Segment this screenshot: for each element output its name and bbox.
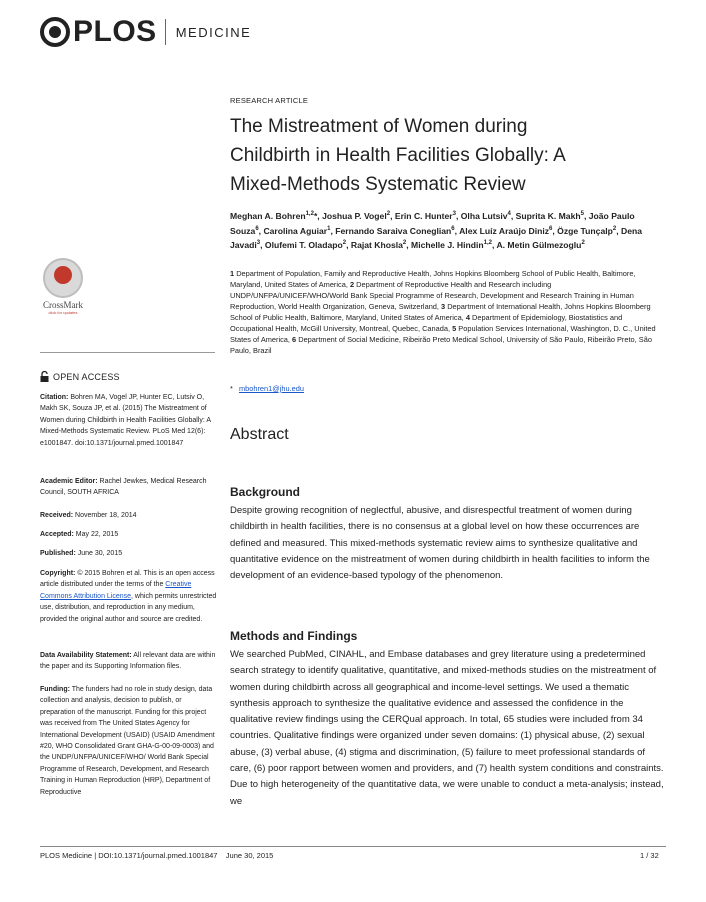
background-paragraph: Despite growing recognition of neglectful, abusive, and disrespectful treatment of women during childbirth in health facilities, there is no consensus at a global level on how these occurrences are defined and measured. This mixed-methods systematic review aims to synthesize qualitative and quantitative evidence on the mistreatment of women during childbirth in health facilities to inform the development of an evidence-based typology of the phenomenon. (230, 505, 650, 582)
plos-logo (40, 14, 251, 50)
email-link[interactable]: mbohren1@jhu.edu (238, 384, 304, 393)
author-affiliation-sup: 1 (327, 225, 331, 232)
article-type: RESEARCH ARTICLE (230, 96, 309, 105)
citation-block (40, 392, 218, 449)
affiliation-text: Department of Reproductive Health and Research including UNDP/UNFPA/UNICEF/WHO/World Bank Special Programme of Research, Development and Research Training in Human Reproduction, World Health Organization, Geneva, Switzerland, (230, 280, 634, 311)
author-affiliation-sup: 1,2 (305, 211, 314, 217)
corresponding-email (230, 384, 304, 393)
sidebar-divider (40, 352, 215, 353)
footer-divider (40, 846, 666, 847)
received-block (40, 510, 218, 521)
author-name: Rajat Khosla (350, 240, 403, 251)
title-line: The Mistreatment of Women during (230, 116, 528, 137)
plos-logo-icon (40, 17, 70, 47)
copyright-block (40, 568, 218, 625)
author-affiliation-sup: 2 (581, 240, 585, 247)
affiliation-list (230, 268, 662, 356)
article-title (230, 112, 650, 199)
author-name: Joshua P. Vogel (322, 210, 387, 221)
license-link[interactable]: Creative Commons Attribution License (40, 581, 192, 600)
author-affiliation-sup: 3 (452, 211, 456, 217)
affiliation-number: 4 (465, 313, 470, 322)
author-name: Meghan A. Bohren (230, 210, 306, 221)
accepted-date: May 22, 2015 (75, 531, 119, 538)
open-access-text: OPEN ACCESS (53, 371, 120, 382)
author-name: Carolina Aguiar (263, 225, 328, 236)
author-name: Olha Lutsiv (460, 210, 508, 221)
received-label: Received: (40, 512, 74, 519)
logo-text: PLOS (73, 15, 157, 48)
copyright-text-1: © 2015 Bohren et al. This is an open access article distributed under the terms of the (40, 570, 215, 589)
editor-text: Rachel Jewkes, Medical Research Council, SOUTH AFRICA (40, 478, 207, 497)
author-affiliation-sup: 2 (612, 225, 617, 232)
funding-label: Funding: (40, 686, 70, 693)
open-access-label (40, 371, 120, 382)
abstract-heading: Abstract (230, 426, 289, 443)
author-affiliation-sup: 2 (402, 240, 407, 247)
author-affiliation-sup: 2 (386, 211, 391, 217)
author-list: Meghan A. Bohren$^{1,2}$*, Joshua P. Vogel$^2$, Erin C. Hunter$^3$, Olha Lutsiv$^4$, Suprita K. Makh$^5$, João Paulo Souza$^6$, Carolina Aguiar$^1$, Fernando Saraiva Coneglian$^6$, Alex Luíz Araújo Diniz$^6$, Özge Tunçalp$^2$, Dena Javadi$^3$, Olufemi T. Oladapo$^2$, Rajat Khosla$^2$, Michelle J. Hindin$^{1,2}$, A. Metin Gülmezoglu$^2$ (230, 210, 643, 251)
affiliation-text: Department of Population, Family and Reproductive Health, Johns Hopkins Bloomberg School of Public Health, Baltimore, Maryland, United States of America, (230, 269, 636, 289)
affiliation-text: Department of International Health, Johns Hopkins Bloomberg School of Public Health, Baltimore, Maryland, United States of America, (230, 302, 651, 322)
author-affiliation-sup: 1,2 (483, 240, 492, 247)
logo-divider (165, 19, 166, 45)
author-name: Erin C. Hunter (394, 210, 453, 221)
accepted-label: Accepted: (40, 531, 74, 538)
methods-heading: Methods and Findings (230, 629, 358, 643)
published-label: Published: (40, 550, 76, 557)
author-affiliation-sup: 6 (451, 225, 455, 232)
affiliation-number: 2 (349, 280, 355, 289)
citation-label: Citation: (40, 394, 69, 401)
author-name: Michelle J. Hindin (411, 240, 484, 251)
crossmark-label: CrossMark (43, 300, 83, 310)
author-name: Olufemi T. Oladapo (264, 240, 343, 251)
funding-text: The funders had no role in study design, data collection and analysis, decision to publish, or preparation of the manuscript. Funding for this project was received from The United States Agency for International Development (USAID) (USAID Amendment #20, WHO Consolidated Grant GHA-G-00-09-0003) and the UNDP/UNFPA/UNICEF/WHO/ World Bank Special Programme of Research, Development, and Research Training in Human Reproduction (HRP), Department of Reproductive (40, 686, 215, 796)
copyright-text-2: , which permits unrestricted use, distribution, and reproduction in any medium, provided the original author and source are credited. (40, 592, 217, 623)
corresponding-marker: * (313, 210, 318, 221)
data-availability-label: Data Availability Statement: (40, 652, 132, 659)
data-availability-text: All relevant data are within the paper and its Supporting Information files. (40, 652, 216, 671)
methods-paragraph: We searched PubMed, CINAHL, and Embase databases and grey literature using a predetermined search strategy to identify qualitative, quantitative, and mixed-methods studies on the mistreatment of women during childbirth across all geographical and income-level settings. We used a thematic synthesis approach to synthesize the qualitative evidence and assessed the confidence in the qualitative review findings using the CERQual approach. In total, 65 studies were included from 34 countries. Qualitative findings were organized under seven domains: (1) physical abuse, (2) sexual abuse, (3) verbal abuse, (4) stigma and discrimination, (5) failure to meet professional standards of care, (6) poor rapport between women and providers, and (7) health system conditions and constraints. Due to high heterogeneity of the quantitative data, we were unable to conduct a meta-analysis; instead, we (230, 649, 664, 807)
received-date: November 18, 2014 (75, 512, 137, 519)
author-name: Dena Javadi (230, 225, 643, 251)
footer-citation: PLOS Medicine | DOI:10.1371/journal.pmed.1001847 June 30, 2015 (40, 851, 274, 860)
affiliation-number: 1 (230, 269, 235, 278)
email-marker: * (230, 384, 233, 393)
published-date: June 30, 2015 (77, 550, 123, 557)
author-name: A. Metin Gülmezoglu (496, 240, 582, 251)
author-affiliation-sup: 3 (256, 240, 261, 247)
author-affiliation-sup: 6 (255, 225, 259, 232)
published-block (40, 548, 218, 559)
open-lock-icon (40, 371, 49, 382)
author-name: João Paulo Souza (230, 210, 635, 236)
funding-block (40, 684, 218, 798)
author-name: Özge Tunçalp (557, 225, 613, 236)
author-affiliation-sup: 4 (507, 211, 511, 217)
citation-text: Bohren MA, Vogel JP, Hunter EC, Lutsiv O, Makh SK, Souza JP, et al. (2015) The Mistreatment of Women during Childbirth in Health Facilities Globally: A Mixed-Methods Systematic Review. PLoS Med 12(6): e1001847. doi:10.1371/journal.pmed.1001847 (40, 394, 211, 447)
copyright-label: Copyright: (40, 570, 76, 577)
title-line: Childbirth in Health Facilities Globally: A (230, 145, 566, 166)
affiliation-number: 3 (441, 302, 446, 311)
author-affiliation-sup: 2 (342, 240, 347, 247)
affiliation-number: 5 (452, 324, 457, 333)
affiliation-number: 6 (292, 335, 297, 344)
accepted-block (40, 529, 218, 540)
author-affiliation-sup: 5 (580, 211, 584, 217)
author-name: Suprita K. Makh (515, 210, 581, 221)
affiliation-text: Department of Epidemiology, Biostatistics and Occupational Health, McGill University, Montreal, Quebec, Canada, (230, 313, 623, 333)
page-number: 1 / 32 (640, 851, 659, 860)
editor-label: Academic Editor: (40, 478, 98, 485)
crossmark-badge[interactable] (36, 258, 90, 315)
author-name: Fernando Saraiva Coneglian (335, 225, 452, 236)
affiliation-text: Department of Social Medicine, Ribeirão Preto Medical School, University of São Paulo, Ribeirão Preto, São Paulo, Brazil (230, 335, 652, 355)
affiliation-text: Population Services International, Washington, D. C., United States of America, (230, 324, 656, 344)
title-line: Mixed-Methods Systematic Review (230, 174, 526, 195)
author-name: Alex Luíz Araújo Diniz (459, 225, 550, 236)
data-availability-block (40, 650, 218, 673)
journal-name: MEDICINE (175, 24, 252, 40)
background-heading: Background (230, 485, 301, 499)
academic-editor-block (40, 476, 218, 499)
crossmark-sublabel: click for updates (48, 310, 78, 315)
author-affiliation-sup: 6 (549, 225, 553, 232)
crossmark-icon (43, 258, 83, 298)
